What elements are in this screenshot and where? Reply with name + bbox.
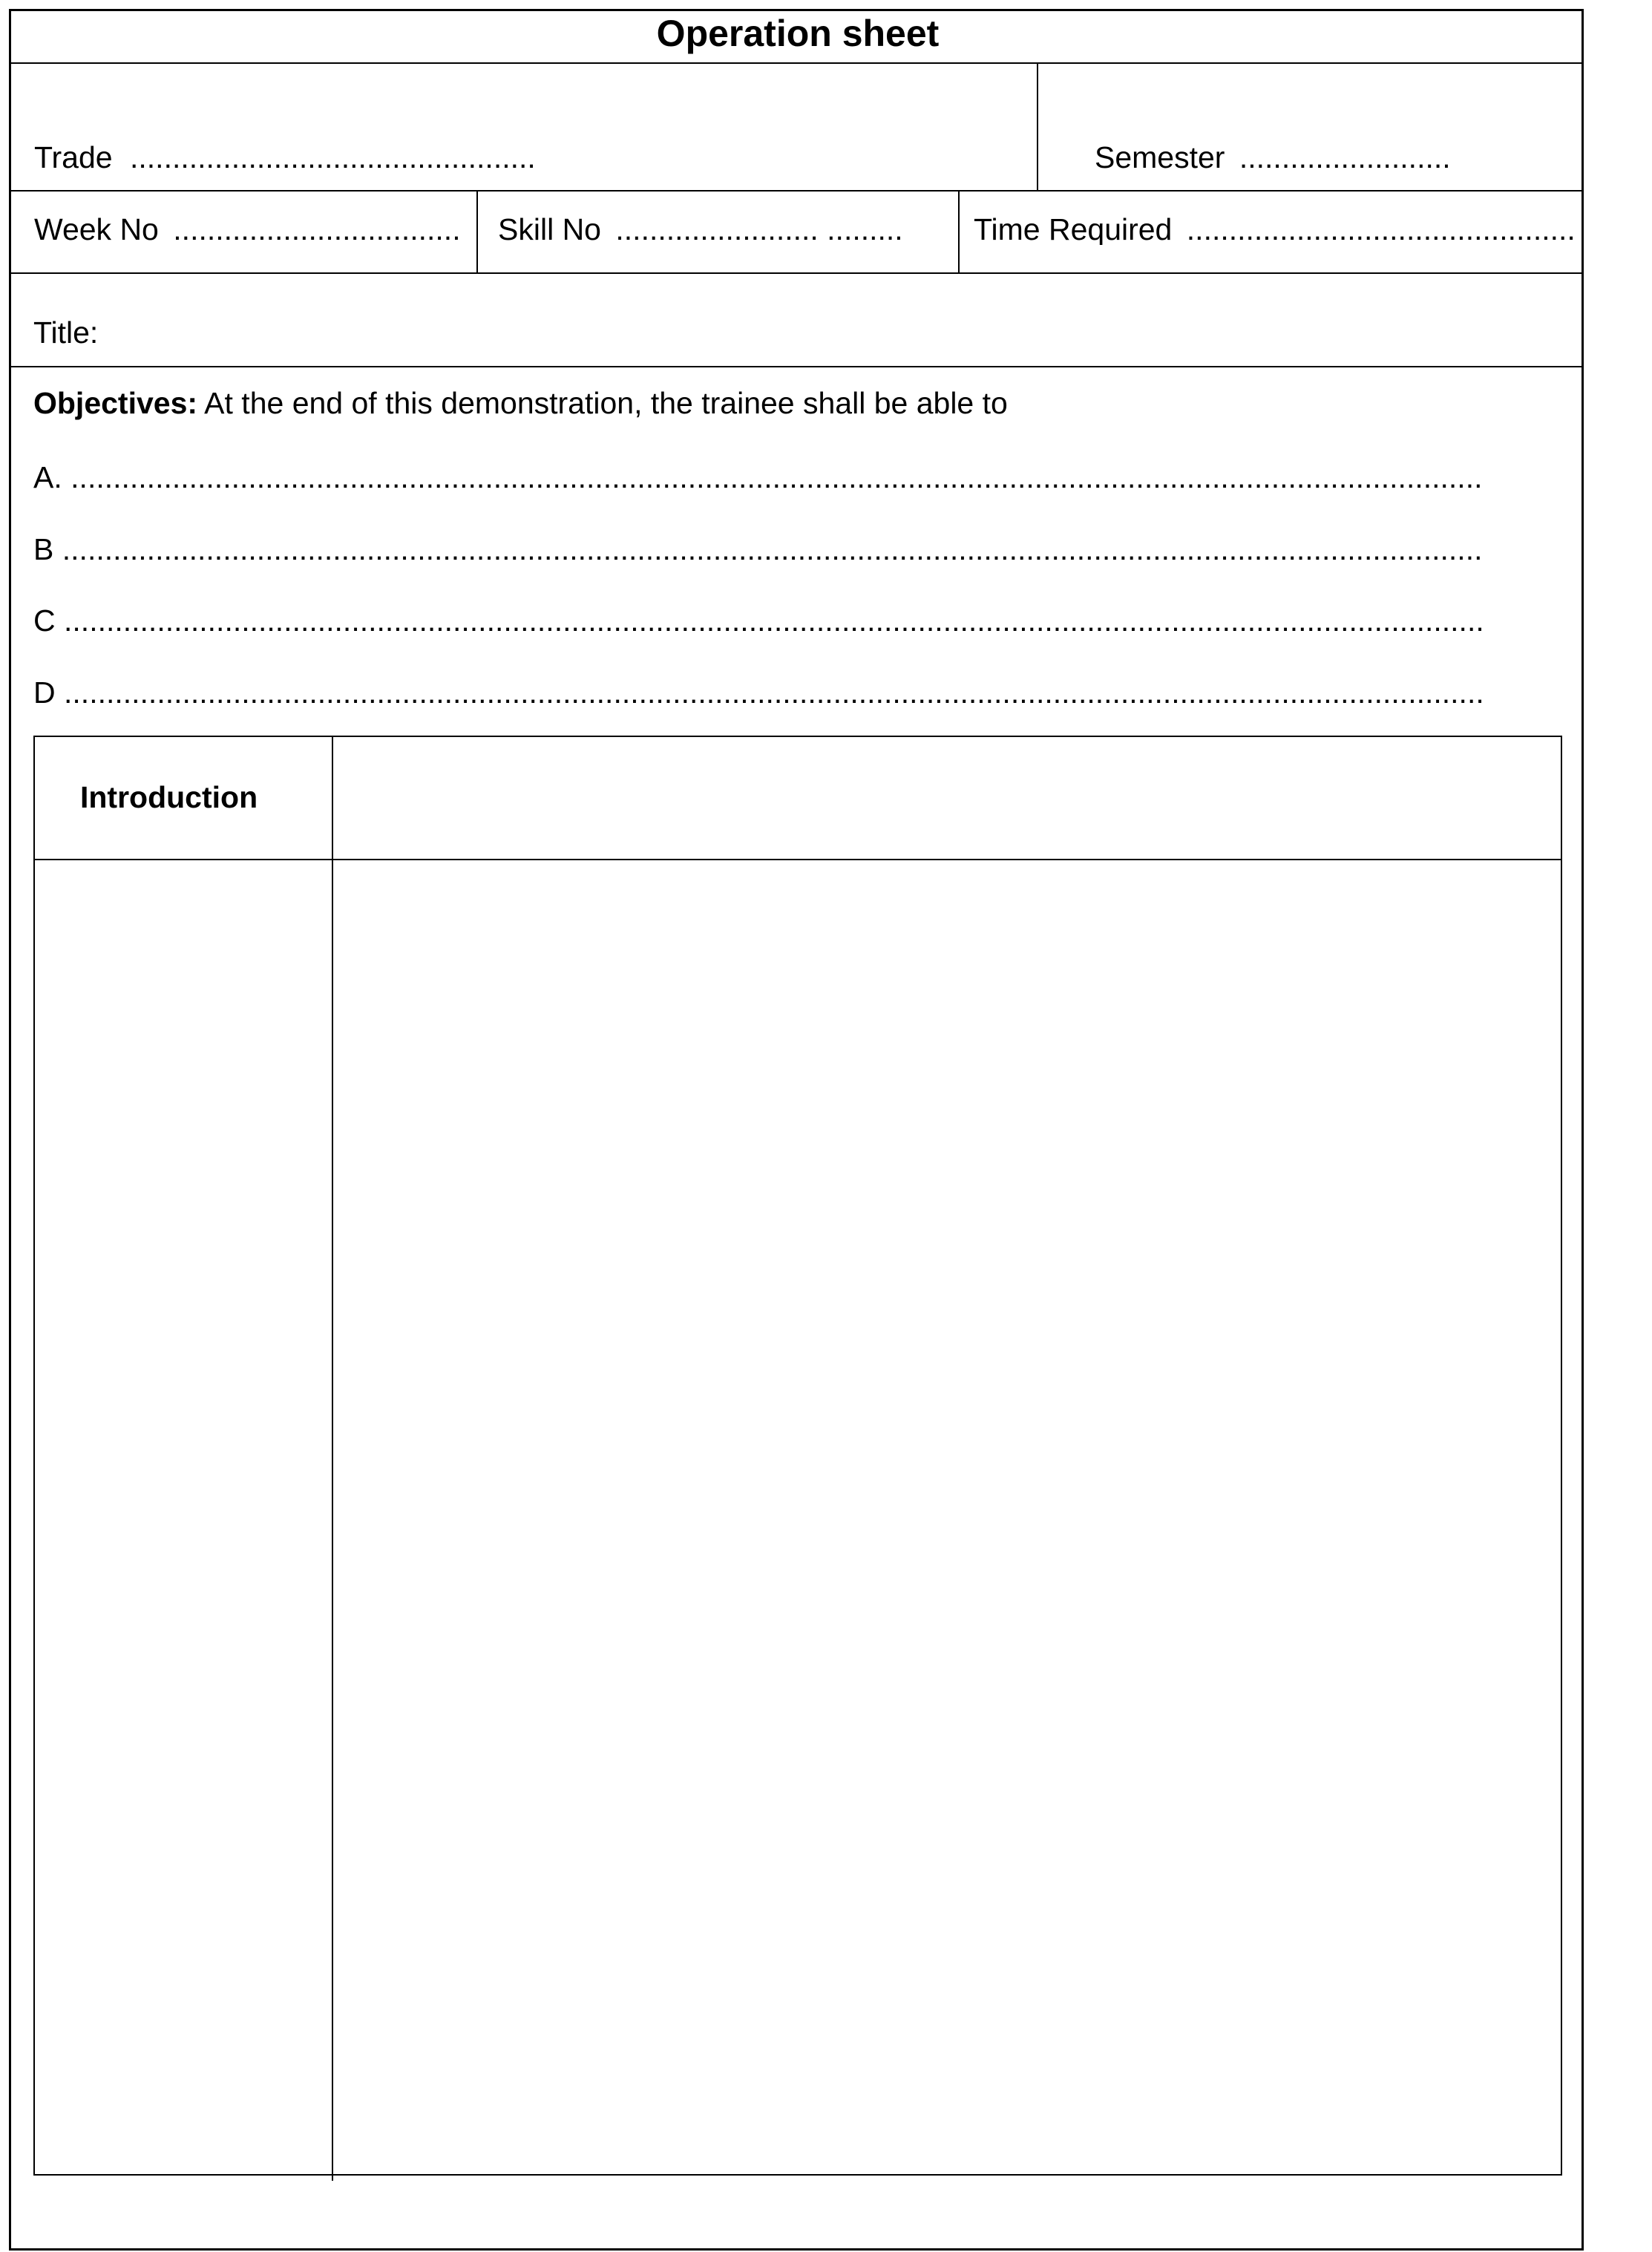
objective-item[interactable] [33,606,1525,636]
objective-label: B [33,534,54,565]
time-required-blank[interactable]: .............................................. [1186,215,1576,245]
divider [9,272,1584,274]
divider [1037,62,1038,190]
week-no-field[interactable] [34,215,469,245]
semester-blank[interactable]: ......................... [1239,140,1451,174]
time-required-field[interactable] [974,215,1584,245]
sheet-title: Operation sheet [656,13,940,54]
semester-field[interactable] [1095,140,1451,174]
divider [476,192,478,272]
objective-blank[interactable]: ........................................................................................................................................................................ [62,534,1483,565]
divider [9,62,1584,64]
content-column-cell[interactable] [334,861,1560,2173]
skill-no-label: Skill No [498,215,601,245]
row-divider [33,859,1562,860]
objective-blank[interactable]: ........................................................................................................................................................................ [64,606,1484,636]
skill-no-blank[interactable]: ........................ ......... [615,215,903,245]
objective-blank[interactable]: ....................................................................................................................................................................... [71,462,1483,493]
trade-blank[interactable]: ................................................ [130,140,536,174]
divider [958,192,960,272]
objective-label: D [33,678,56,708]
time-required-label: Time Required [974,215,1173,245]
week-no-label: Week No [34,215,159,245]
objective-item[interactable] [33,678,1525,708]
objective-blank[interactable]: ........................................................................................................................................................................ [64,678,1484,708]
introduction-label: Introduction [80,780,258,814]
objectives-heading-line [33,388,1008,419]
objective-item[interactable] [33,534,1525,565]
objectives-intro: At the end of this demonstration, the trainee shall be able to [197,386,1008,420]
divider [9,190,1584,192]
trade-label: Trade [34,140,113,174]
objective-label: C [33,606,56,636]
trade-field[interactable] [34,140,536,174]
column-divider [332,736,333,2181]
introduction-cell[interactable] [334,737,1560,857]
divider [9,366,1584,367]
objective-item[interactable] [33,462,1525,493]
objective-label: A. [33,462,62,493]
objectives-heading: Objectives: [33,386,198,420]
semester-label: Semester [1095,140,1225,174]
week-no-blank[interactable]: .................................. [173,215,461,245]
steps-column-cell[interactable] [35,861,330,2173]
skill-no-field[interactable] [498,215,951,245]
title-field-label[interactable]: Title: [33,315,99,350]
